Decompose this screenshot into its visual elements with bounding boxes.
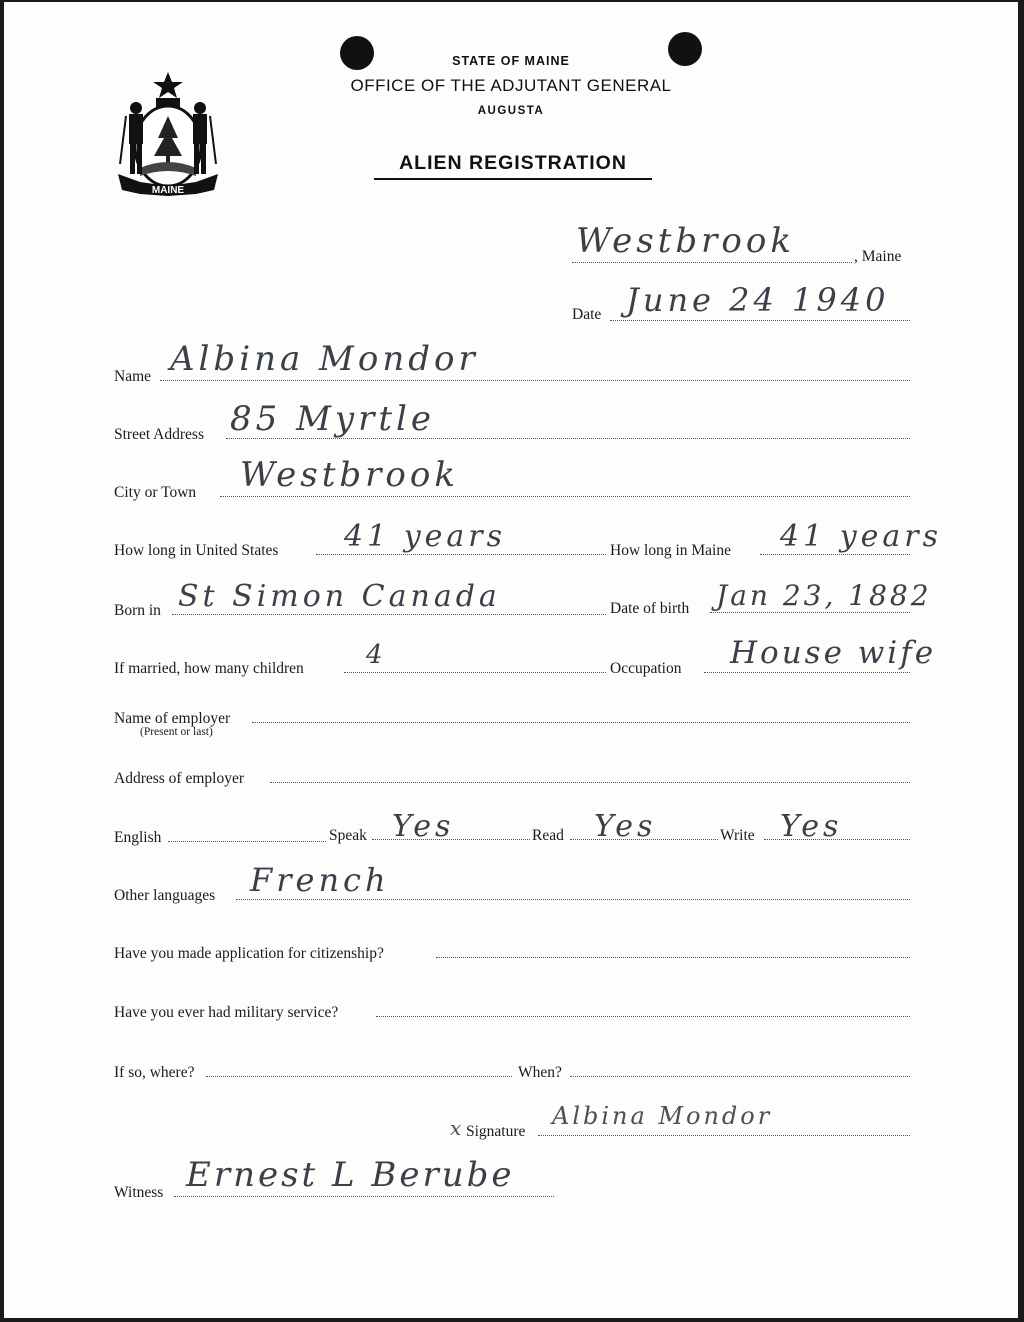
years-us-line (316, 554, 606, 555)
read-value: Yes (594, 809, 657, 844)
occupation-label: Occupation (610, 660, 682, 677)
where-label: If so, where? (114, 1064, 195, 1081)
occupation-value: House wife (730, 635, 937, 671)
children-label: If married, how many children (114, 660, 304, 677)
years-maine-label: How long in Maine (610, 542, 731, 559)
occupation-line (704, 672, 910, 673)
military-line (376, 1016, 910, 1017)
citizenship-label: Have you made application for citizenship? (114, 945, 384, 962)
speak-label: Speak (329, 827, 367, 844)
citizenship-line (436, 957, 910, 958)
dob-line (710, 612, 910, 613)
other-languages-label: Other languages (114, 887, 216, 904)
witness-label: Witness (114, 1184, 164, 1201)
signature-label: Signature (466, 1123, 526, 1140)
witness-value: Ernest L Berube (186, 1155, 515, 1195)
when-label: When? (518, 1064, 562, 1081)
where-line (206, 1076, 512, 1077)
when-line (570, 1076, 910, 1077)
dob-value: Jan 23, 1882 (716, 579, 932, 612)
signature-value: Albina Mondor (552, 1102, 773, 1130)
english-label: English (114, 829, 162, 846)
employer-label: Name of employer (114, 710, 231, 727)
employer-line (252, 722, 910, 723)
date-line (610, 320, 910, 321)
write-value: Yes (780, 809, 843, 844)
children-value: 4 (366, 640, 387, 670)
office-heading: OFFICE OF THE ADJUTANT GENERAL (350, 76, 672, 95)
name-line (160, 380, 910, 381)
state-heading: STATE OF MAINE (452, 54, 570, 68)
city-heading: AUGUSTA (477, 105, 545, 117)
years-maine-value: 41 years (780, 519, 943, 554)
military-label: Have you ever had military service? (114, 1004, 339, 1021)
dob-label: Date of birth (610, 600, 690, 617)
witness-line (174, 1196, 554, 1197)
signature-x-mark: x (450, 1116, 462, 1140)
other-languages-value: French (250, 861, 390, 899)
other-languages-line (236, 899, 910, 900)
maine-suffix-label: , Maine (854, 248, 902, 265)
date-value: June 24 1940 (626, 281, 890, 319)
street-address-label: Street Address (114, 426, 204, 443)
born-in-line (172, 614, 606, 615)
date-label: Date (572, 306, 602, 323)
signature-line (538, 1135, 910, 1136)
years-us-value: 41 years (344, 519, 507, 554)
seal-banner-word: MAINE (151, 185, 185, 196)
alien-registration-form (4, 2, 1018, 1318)
children-line (344, 672, 606, 673)
speak-value: Yes (392, 809, 455, 844)
born-in-label: Born in (114, 602, 161, 619)
town-value: Westbrook (576, 221, 795, 261)
employer-address-line (270, 782, 910, 783)
english-line (168, 841, 326, 842)
city-line (220, 496, 910, 497)
born-in-value: St Simon Canada (178, 579, 501, 614)
years-maine-line (760, 554, 910, 555)
years-us-label: How long in United States (114, 542, 279, 559)
read-label: Read (532, 827, 564, 844)
employer-address-label: Address of employer (114, 770, 244, 787)
employer-note: (Present or last) (140, 726, 213, 738)
town-line (572, 262, 852, 263)
name-value: Albina Mondor (170, 339, 479, 379)
city-label: City or Town (114, 484, 197, 501)
city-value: Westbrook (240, 455, 459, 495)
name-label: Name (114, 368, 152, 385)
form-title: ALIEN REGISTRATION (374, 152, 652, 180)
street-address-value: 85 Myrtle (230, 399, 436, 439)
write-label: Write (720, 827, 755, 844)
